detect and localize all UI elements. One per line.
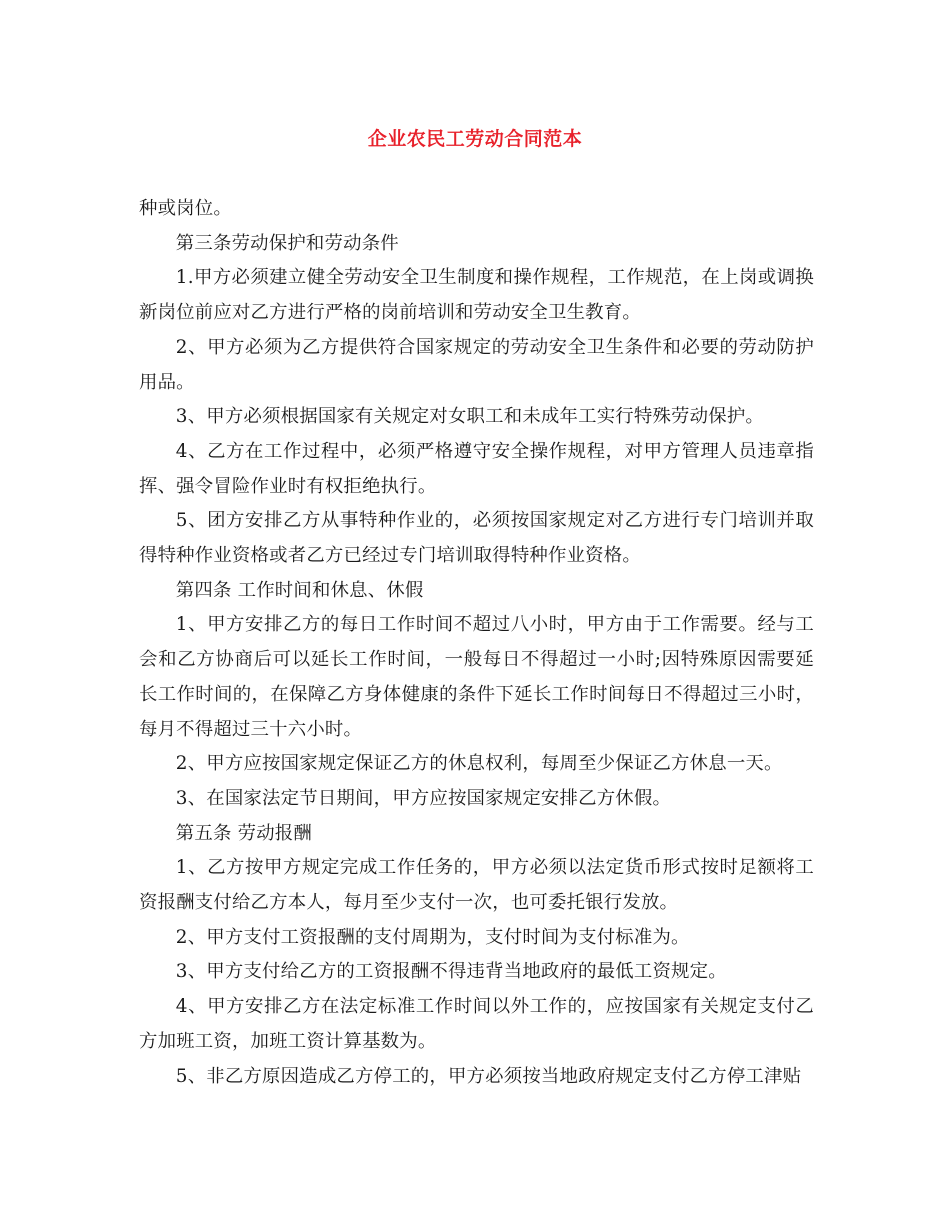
document-title: 企业农民工劳动合同范本 [367, 128, 583, 150]
article-5-item-1: 1、乙方按甲方规定完成工作任务的，甲方必须以法定货币形式按时足额将工资报酬支付给乙方本人，每月至少支付一次，也可委托银行发放。 [139, 857, 814, 914]
article-5-item-3: 3、甲方支付给乙方的工资报酬不得违背当地政府的最低工资规定。 [175, 961, 727, 983]
article-3-item-4: 4、乙方在工作过程中，必须严格遵守安全操作规程，对甲方管理人员违章指挥、强令冒险作业时有权拒绝执行。 [139, 440, 814, 497]
article-4-heading: 第四条 工作时间和休息、休假 [175, 579, 424, 601]
article-4-item-3: 3、在国家法定节日期间，甲方应按国家规定安排乙方休假。 [175, 787, 672, 809]
article-5-item-5: 5、非乙方原因造成乙方停工的，甲方必须按当地政府规定支付乙方停工津贴 [175, 1065, 802, 1087]
paragraph-continuation: 种或岗位。 [139, 198, 232, 219]
article-5-item-4: 4、甲方安排乙方在法定标准工作时间以外工作的，应按国家有关规定支付乙方加班工资，加班工资计算基数为。 [139, 996, 814, 1052]
article-4-item-2: 2、甲方应按国家规定保证乙方的休息权利，每周至少保证乙方休息一天。 [175, 753, 783, 775]
article-4-item-1: 1、甲方安排乙方的每日工作时间不超过八小时，甲方由于工作需要。经与工会和乙方协商后可以延长工作时间，一般每日不得超过一小时;因特殊原因需要延长工作时间的，在保障乙方身体健康的条件下延长工作时间每日不得超过三小时，每月不得超过三十六小时。 [139, 614, 814, 740]
article-3-item-2: 2、甲方必须为乙方提供符合国家规定的劳动安全卫生条件和必要的劳动防护用品。 [139, 336, 814, 393]
article-5-item-2: 2、甲方支付工资报酬的支付周期为，支付时间为支付标准为。 [175, 926, 690, 948]
article-3-item-3: 3、甲方必须根据国家有关规定对女职工和未成年工实行特殊劳动保护。 [175, 406, 765, 428]
article-3-item-1: 1.甲方必须建立健全劳动安全卫生制度和操作规程，工作规范，在上岗或调换新岗位前应对乙方进行严格的岗前培训和劳动安全卫生教育。 [139, 267, 814, 324]
article-3-item-5: 5、团方安排乙方从事特种作业的，必须按国家规定对乙方进行专门培训并取得特种作业资格或者乙方已经过专门培训取得特种作业资格。 [139, 510, 814, 567]
document-body [139, 192, 814, 1094]
article-5-heading: 第五条 劳动报酬 [175, 822, 312, 844]
article-3-heading: 第三条劳动保护和劳动条件 [175, 232, 399, 254]
